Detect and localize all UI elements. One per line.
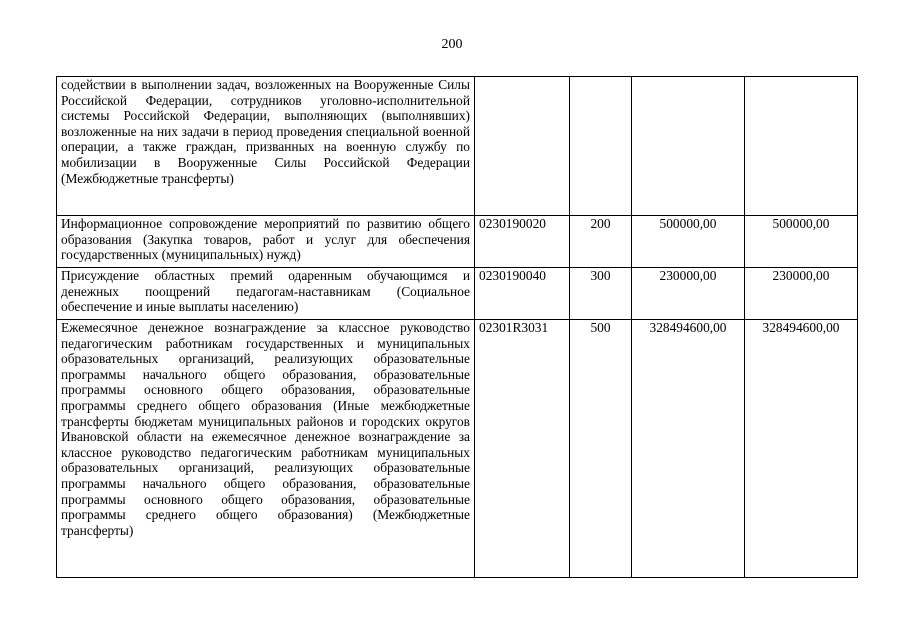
table-row	[57, 77, 858, 216]
row-sum2-cell: 328494600,00	[745, 320, 858, 578]
page-number: 200	[441, 37, 463, 52]
row-code-cell	[475, 77, 570, 216]
row-sum2-cell	[745, 77, 858, 216]
budget-table	[56, 76, 858, 578]
row-sum2-cell: 230000,00	[745, 268, 858, 320]
table-row	[57, 268, 858, 320]
table-row	[57, 216, 858, 268]
row-name-cell: Информационное сопровождение мероприятий по развитию общего образования (Закупка товаров, работ и услуг для обеспечения государственных (муниципальных) нужд)	[57, 216, 475, 268]
row-sum1-cell: 500000,00	[632, 216, 745, 268]
row-name-cell: Ежемесячное денежное вознаграждение за классное руководство педагогическим работникам государственных и муниципальных образовательных организаций, реализующих образовательные программы начального общего образования, образовательные программы основного общего образования, образовательные программы среднего общего образования (Иные межбюджетные трансферты бюджетам муниципальных районов и городских округов Ивановской области на ежемесячное денежное вознаграждение за классное руководство педагогическим работникам муниципальных образовательных организаций, реализующих образовательные программы начального общего образования, образовательные программы основного общего образования, образовательные программы среднего общего образования) (Межбюджетные трансферты)	[57, 320, 475, 578]
row-sum2-cell: 500000,00	[745, 216, 858, 268]
row-name-cell: Присуждение областных премий одаренным обучающимся и денежных поощрений педагогам-наставникам (Социальное обеспечение и иные выплаты населению)	[57, 268, 475, 320]
row-code-cell: 0230190040	[475, 268, 570, 320]
row-kind-cell: 200	[570, 216, 632, 268]
row-kind-cell	[570, 77, 632, 216]
row-name-cell: содействии в выполнении задач, возложенных на Вооруженные Силы Российской Федерации, сотрудников уголовно-исполнительной системы Российской Федерации, выполняющих (выполнявших) возложенные на них задачи в период проведения специальной военной операции, а также граждан, призванных на военную службу по мобилизации в Вооруженные Силы Российской Федерации (Межбюджетные трансферты)	[57, 77, 475, 216]
row-code-cell: 0230190020	[475, 216, 570, 268]
row-sum1-cell: 328494600,00	[632, 320, 745, 578]
row-sum1-cell	[632, 77, 745, 216]
row-code-cell: 02301R3031	[475, 320, 570, 578]
row-sum1-cell: 230000,00	[632, 268, 745, 320]
row-kind-cell: 300	[570, 268, 632, 320]
row-kind-cell: 500	[570, 320, 632, 578]
table-row	[57, 320, 858, 578]
